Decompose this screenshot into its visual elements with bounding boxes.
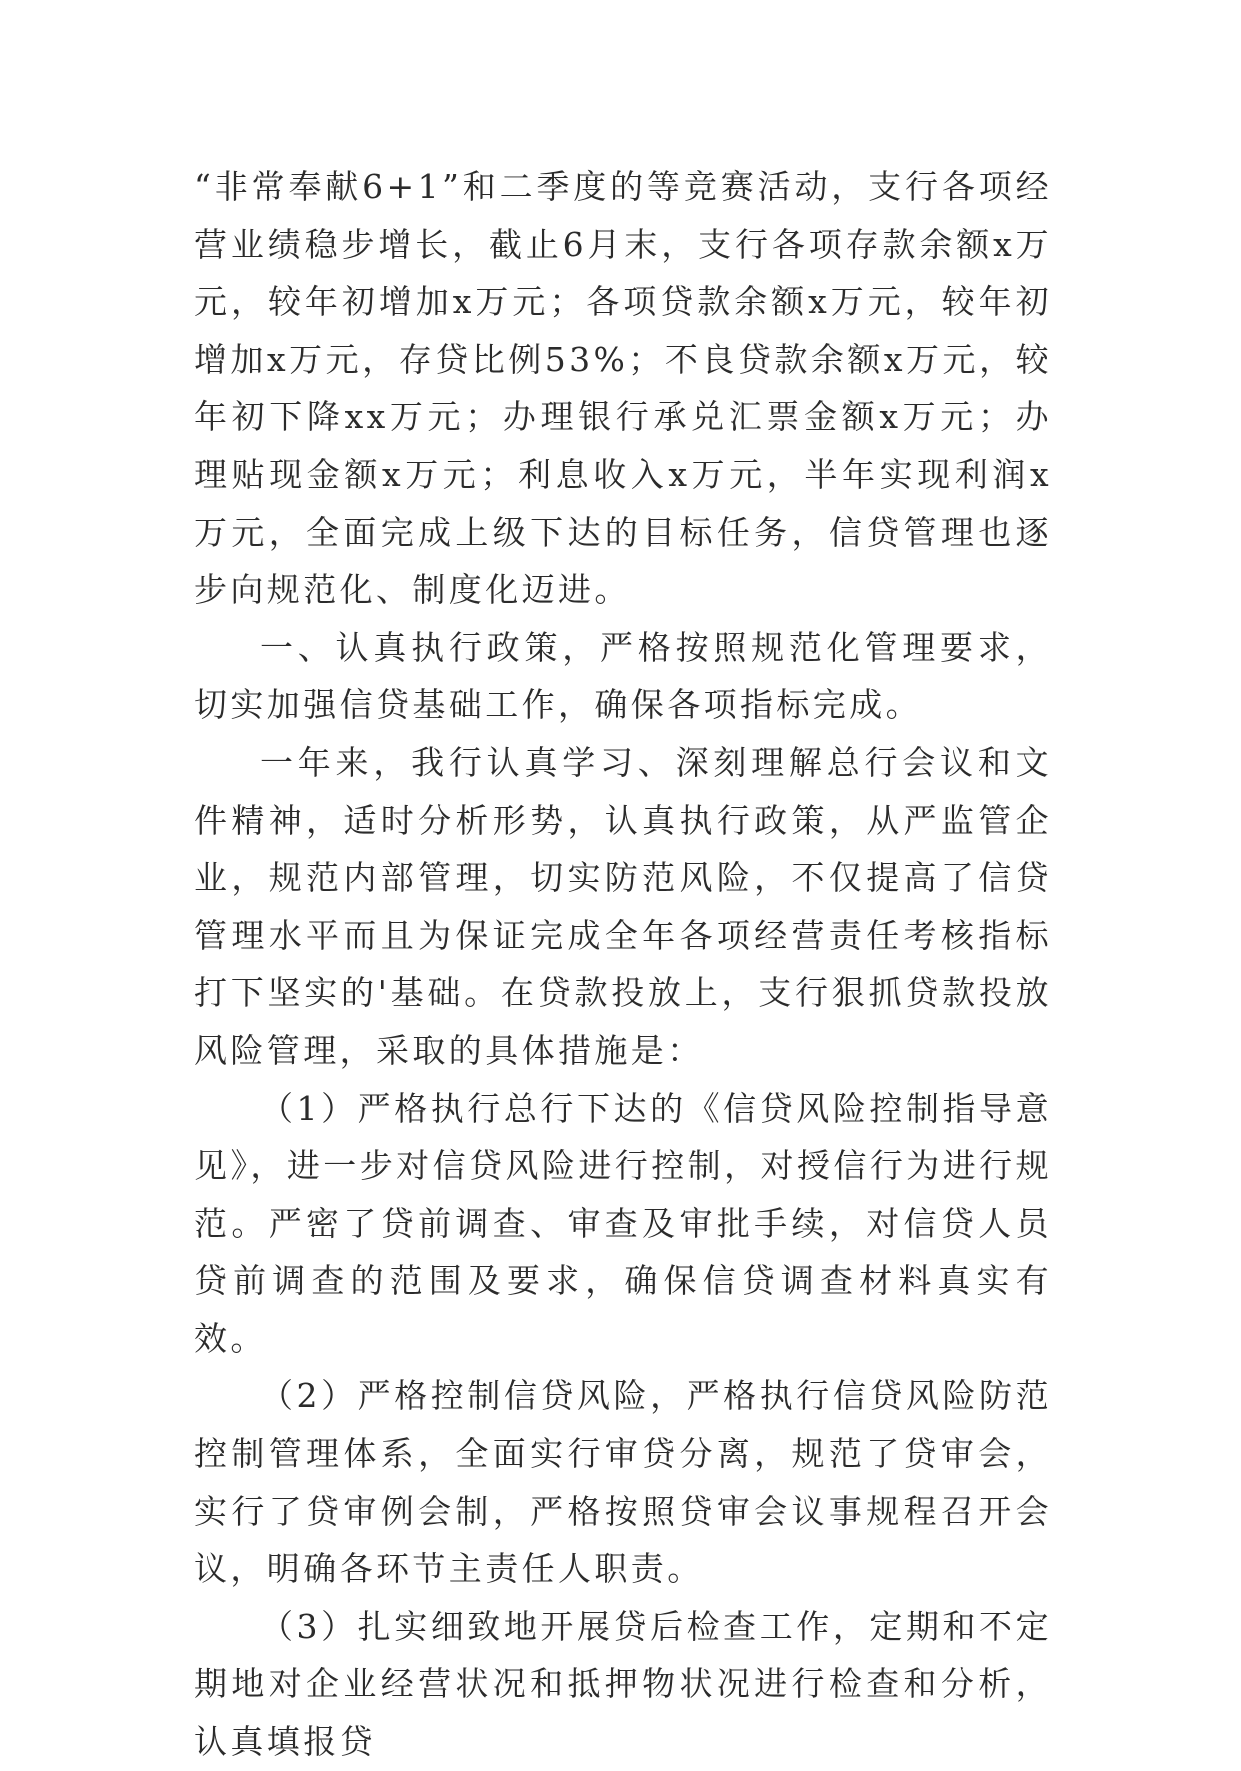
section-heading-policy-execution: 一、认真执行政策，严格按照规范化管理要求，切实加强信贷基础工作，确保各项指标完成。	[194, 627, 1052, 725]
document-body	[194, 158, 1052, 1771]
list-item-2-risk-control: （2）严格控制信贷风险，严格执行信贷风险防范控制管理体系，全面实行审贷分离，规范了贷审会，实行了贷审例会制，严格按照贷审会议事规程召开会议，明确各环节主责任人职责。	[194, 1376, 1052, 1589]
list-item-1-risk-guidance: （1）严格执行总行下达的《信贷风险控制指导意见》，进一步对信贷风险进行控制，对授信行为进行规范。严密了贷前调查、审查及审批手续，对信贷人员贷前调查的范围及要求，确保信贷调查材料真实有效。	[194, 1088, 1052, 1358]
list-item-3-post-loan-inspection: （3）扎实细致地开展贷后检查工作，定期和不定期地对企业经营状况和抵押物状况进行检查和分析，认真填报贷	[194, 1606, 1052, 1762]
paragraph-performance-summary: “非常奉献6+1”和二季度的等竞赛活动，支行各项经营业绩稳步增长，截止6月末，支行各项存款余额x万元，较年初增加x万元；各项贷款余额x万元，较年初增加x万元，存贷比例53%；不良贷款余额x万元，较年初下降xx万元；办理银行承兑汇票金额x万元；办理贴现金额x万元；利息收入x万元，半年实现利润x万元，全面完成上级下达的目标任务，信贷管理也逐步向规范化、制度化迈进。	[194, 167, 1052, 610]
paragraph-year-review: 一年来，我行认真学习、深刻理解总行会议和文件精神，适时分析形势，认真执行政策，从严监管企业，规范内部管理，切实防范风险，不仅提高了信贷管理水平而且为保证完成全年各项经营责任考核指标打下坚实的'基础。在贷款投放上，支行狠抓贷款投放风险管理，采取的具体措施是：	[194, 742, 1052, 1070]
